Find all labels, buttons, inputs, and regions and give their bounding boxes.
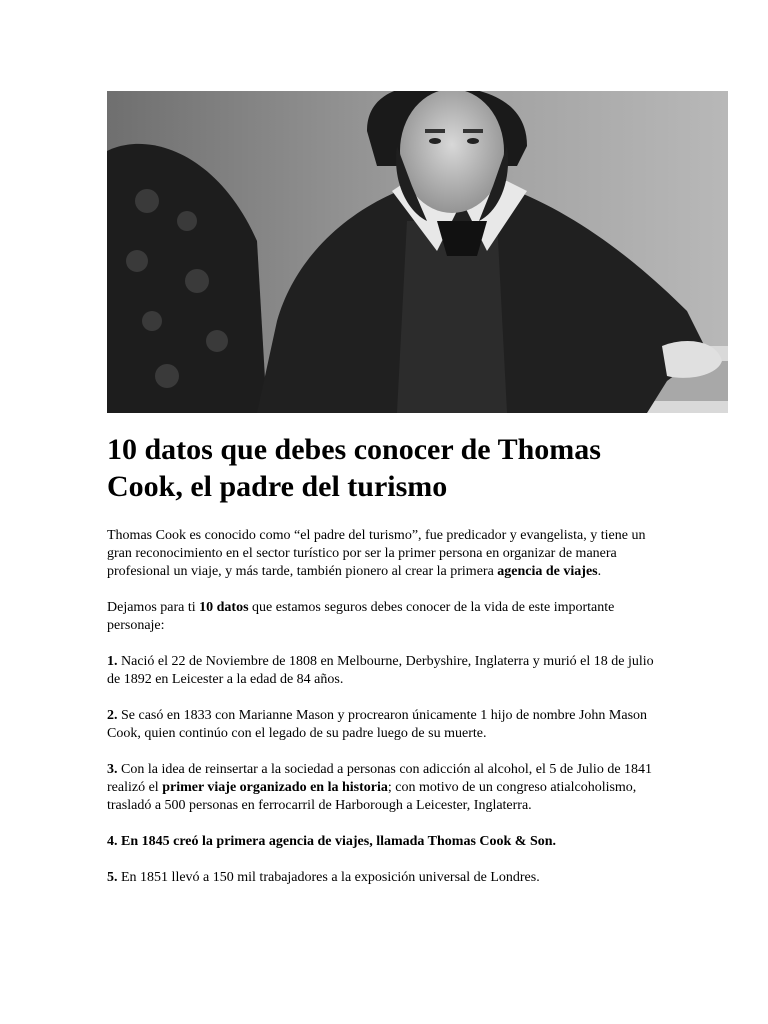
article-title: 10 datos que debes conocer de Thomas Cook, el padre del turismo xyxy=(107,433,601,503)
fact-5 xyxy=(107,869,667,887)
fact-number: 2. xyxy=(107,708,118,723)
fact-3 xyxy=(107,761,667,815)
fact-2 xyxy=(107,707,667,743)
fact-bold: En 1845 creó la primera agencia de viajes, llamada Thomas Cook & Son. xyxy=(117,834,557,849)
fact-number: 4. xyxy=(107,834,118,849)
fact-text: En 1851 llevó a 150 mil trabajadores a la exposición universal de Londres. xyxy=(117,870,540,885)
lead-paragraph xyxy=(107,599,667,635)
fact-number: 1. xyxy=(107,654,118,669)
fact-text: Se casó en 1833 con Marianne Mason y procrearon únicamente 1 hijo de nombre John Mason Cook, quien continúo con el legado de su padre luego de su muerte. xyxy=(107,708,648,741)
lead-text-end: que estamos seguros debes conocer de la vida de este importante personaje: xyxy=(107,600,615,633)
fact-text-end: ; con motivo de un congreso atialcoholismo, trasladó a 500 personas en ferrocarril de Harborough a Leicester, Inglaterra. xyxy=(107,780,637,813)
lead-bold: 10 datos xyxy=(199,600,249,615)
lead-text: Dejamos para ti xyxy=(107,600,200,615)
fact-text: Con la idea de reinsertar a la sociedad a personas con adicción al alcohol, el 5 de Julio de 1841 realizó el xyxy=(107,762,653,795)
intro-bold-agencia: agencia de viajes xyxy=(497,564,598,579)
fact-bold: primer viaje organizado en la historia xyxy=(162,780,388,795)
intro-paragraph xyxy=(107,527,667,581)
fact-1 xyxy=(107,653,667,689)
fact-4 xyxy=(107,833,667,851)
fact-number: 3. xyxy=(107,762,118,777)
intro-text-end: . xyxy=(597,564,602,579)
fact-text: Nació el 22 de Noviembre de 1808 en Melbourne, Derbyshire, Inglaterra y murió el 18 de julio de 1892 en Leicester a la edad de 84 años. xyxy=(107,654,654,687)
intro-text: Thomas Cook es conocido como “el padre del turismo”, fue predicador y evangelista, y tiene un gran reconocimiento en el sector turístico por ser la primer persona en organizar de manera profesional un viaje, y más tarde, también pionero al crear la primera xyxy=(107,528,646,579)
thomas-cook-portrait-photo xyxy=(107,91,728,413)
fact-number: 5. xyxy=(107,870,118,885)
article xyxy=(107,91,728,887)
